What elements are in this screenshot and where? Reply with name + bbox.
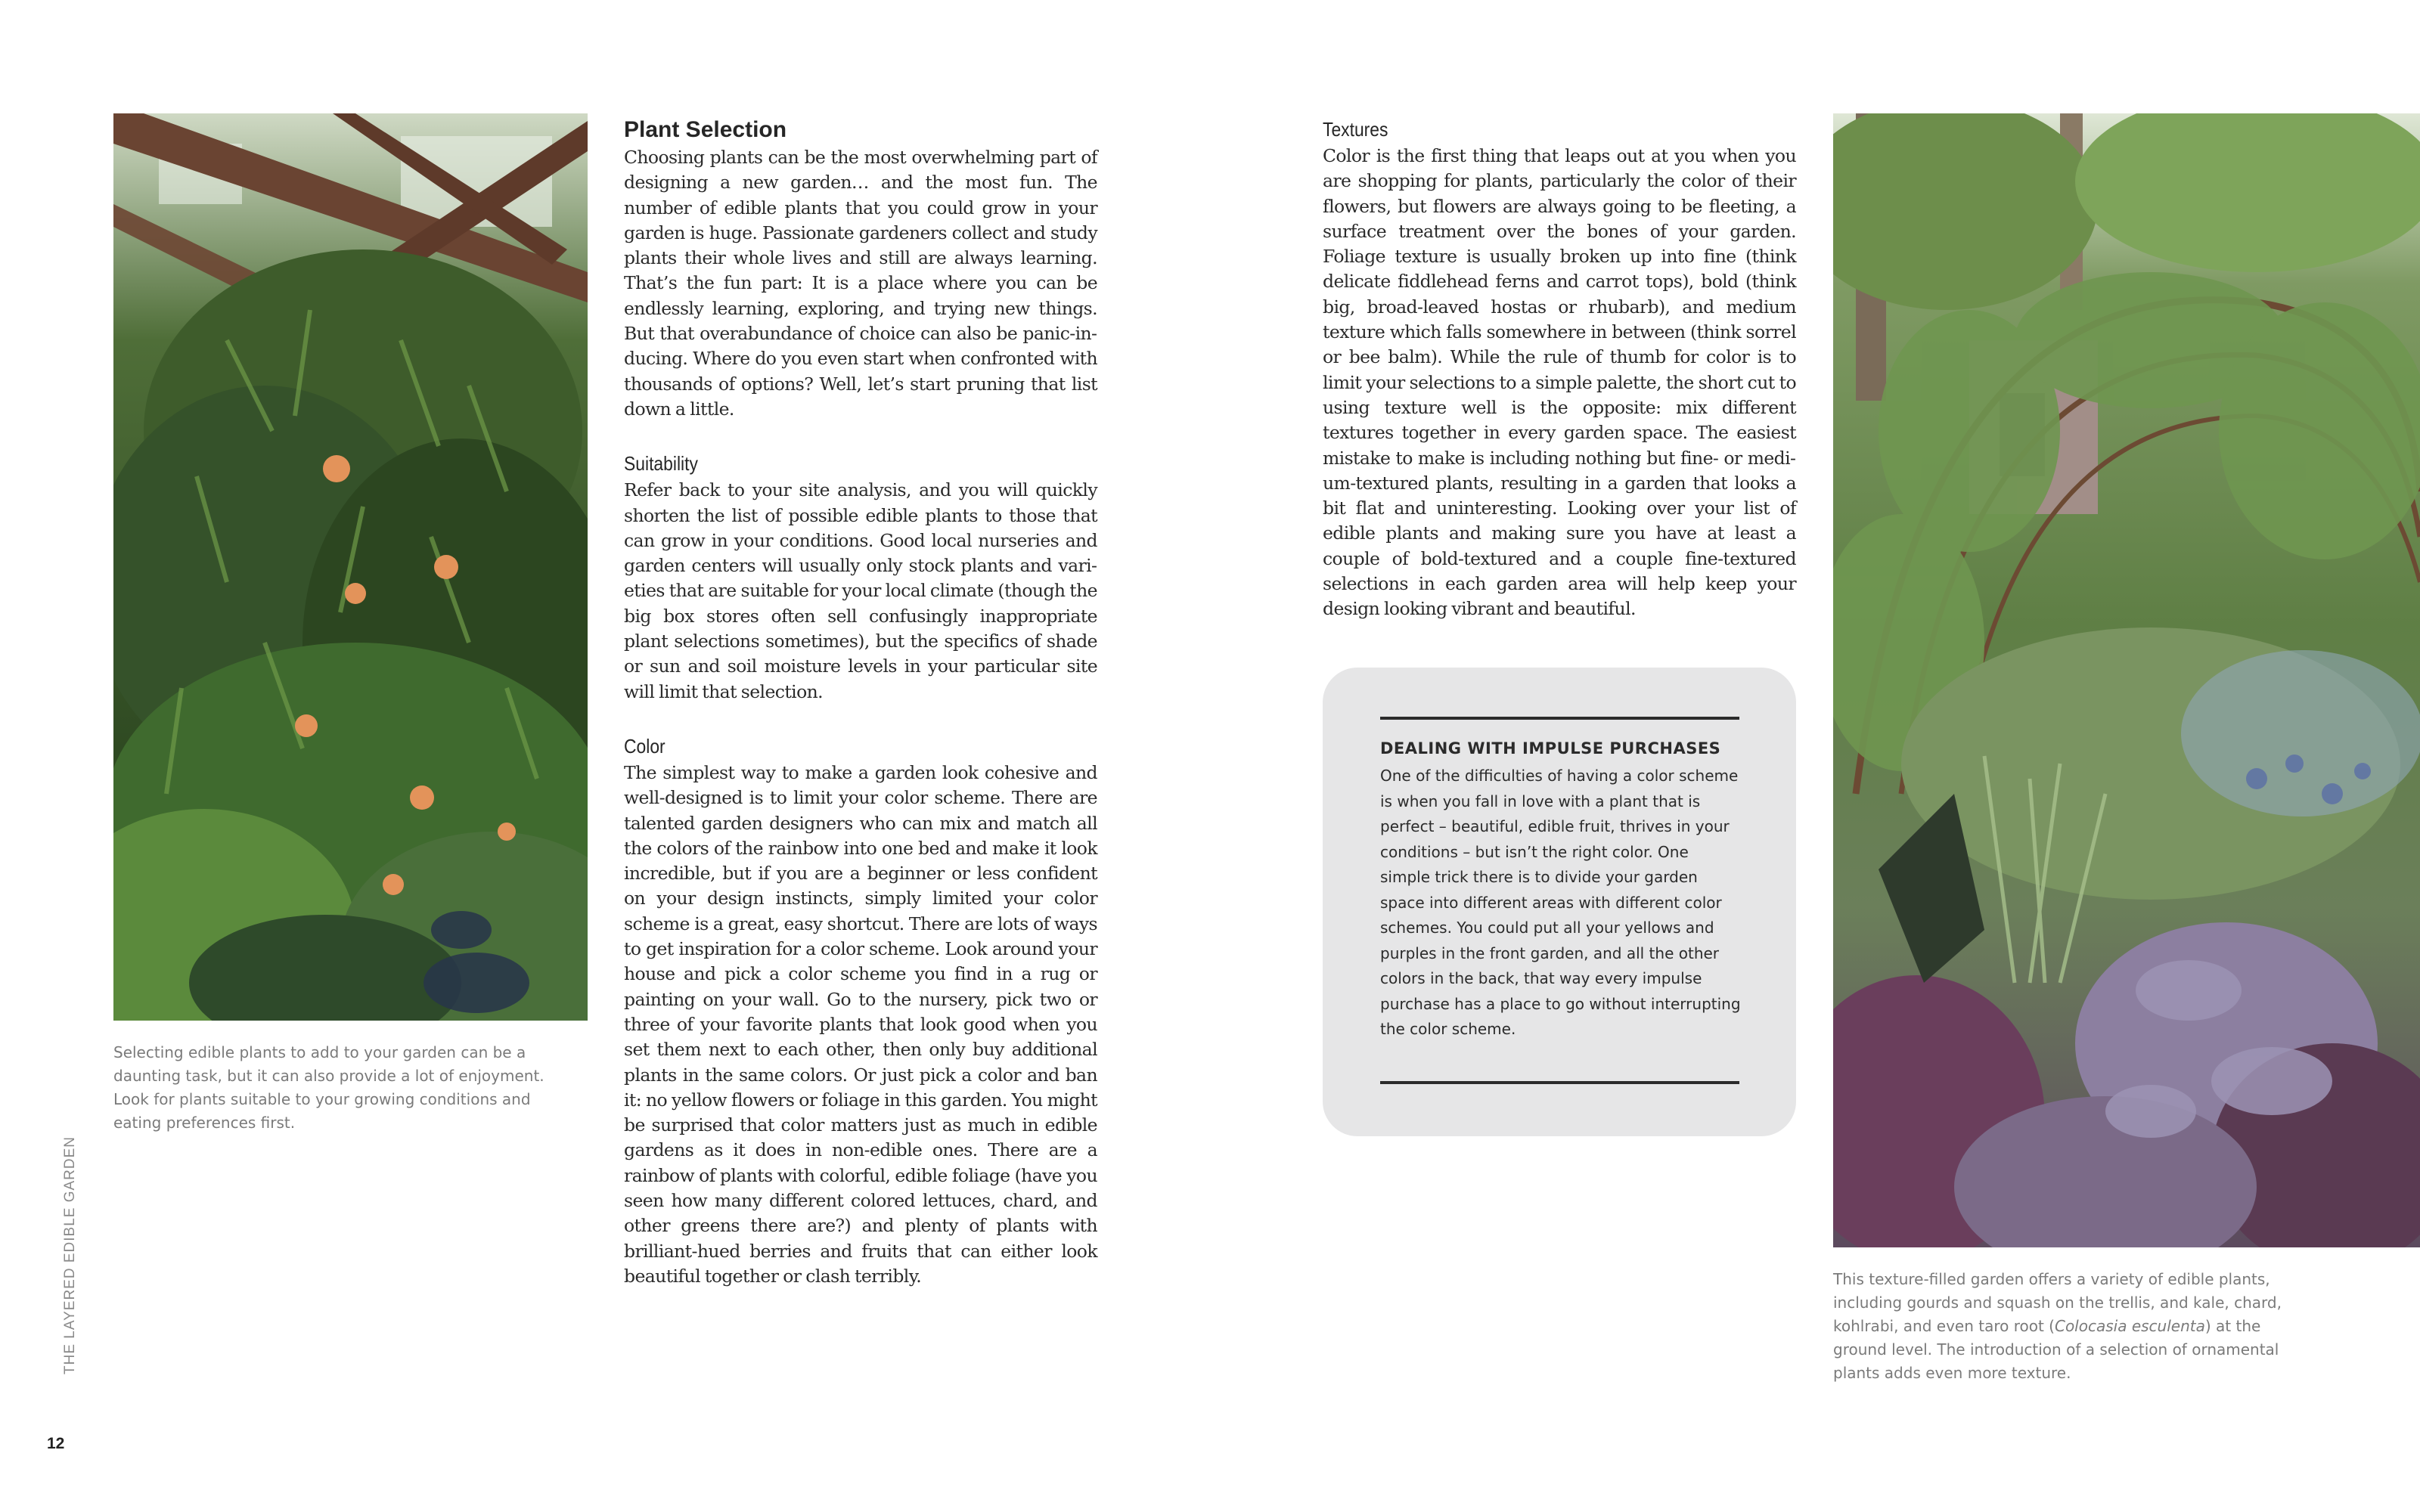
sidebar-top-rule (1380, 717, 1739, 720)
left-photo-caption: Selecting edible plants to add to your garden can be a daunting task, but it can also provide a lot of enjoyment. Look for plants suitable to your growing conditions and eating preferences first. (113, 1043, 544, 1132)
sidebar-title: DEALING WITH IMPULSE PURCHASES (1380, 739, 1721, 758)
suitability-text: Refer back to your site analysis, and you will quickly shorten the list of possible edible plants to those that can grow in your conditions. Good local nurseries and garden centers will usually only stock plants and varieties that are suitable for your local climate (though the big box stores often sell confusingly inappropriate plant selections sometimes), but the specifics of shade or sun and soil moisture levels in your particular site will limit that selection. (624, 479, 1097, 702)
sidebar-bottom-rule (1380, 1081, 1739, 1084)
peach-tree-image (113, 113, 588, 1021)
textures-text: Color is the first thing that leaps out at you when you are shopping for plants, particularly the color of their flowers, but flowers are always going to be fleeting, a surface treatment over the bones of your garden. Foliage texture is usually broken up into fine (think delicate fiddlehead ferns and carrot tops), bold (think big, broad-leaved hostas or rhubarb), and medium texture which falls somewhere in between (think sorrel or bee balm). While the rule of thumb for color is to limit your selections to a simple palette, the short cut to using texture well is the opposite: mix different textures together in every garden space. The easiest mistake to make is including nothing but fine- or medium-textured plants, resulting in a garden that looks a bit flat and uninteresting. Looking over your list of edible plants and making sure you have at least a couple of bold-textured and a couple fine-textured selections in each garden area will help keep your design looking vibrant and beautiful. (1323, 145, 1796, 620)
page-number: 12 (47, 1435, 65, 1452)
suitability-heading: Suitability (624, 452, 698, 476)
right-photo-caption (1833, 1268, 2310, 1385)
impulse-purchases-sidebar (1323, 668, 1796, 1136)
right-caption-part-2: ) at the ground level. The introduction of a selection of ornamental plants adds even more texture. (1833, 1317, 2279, 1382)
color-heading: Color (624, 734, 666, 758)
plant-selection-heading: Plant Selection (624, 117, 787, 142)
color-text: The simplest way to make a garden look cohesive and well-designed is to limit your color scheme. There are talented garden designers who can mix and match all the colors of the rainbow into one bed and make it look incredible, but if you are a beginner or less confident on your design instincts, simply limited your color scheme is a great, easy shortcut. There are lots of ways to get inspiration for a color scheme. Look around your house and pick a color scheme you find in a rug or painting on your wall. Go to the nursery, pick two or three of your favorite plants that look good when you set them next to each other, then only buy additional plants in the same colors. Or just pick a color and ban it: no yellow flowers or foliage in this garden. You might be surprised that color matters just as much in edible gardens as it does in non-edible ones. There are a rainbow of plants with colorful, edible foliage (have you seen how many different colored lettuces, chard, and other greens there are?) and plenty of plants with brilliant-hued berries and fruits that can either look beautiful together or clash terribly. (624, 761, 1097, 1287)
sidebar-text: One of the difficulties of having a color scheme is when you fall in love with a plant that is perfect – beautiful, edible fruit, thrives in your conditions – but isn’t the right color. One simple trick there is to divide your garden space into different areas with different color schemes. You could put all your yellows and purples in the front garden, and all the other colors in the back, that way every impulse purchase has a place to go without interrupting the color scheme. (1380, 767, 1741, 1038)
right-caption-part-1: This texture-filled garden offers a variety of edible plants, including gourds and squash on the trellis, and kale, chard, kohlrabi, and even taro root ( (1833, 1270, 2282, 1335)
plant-selection-text: Choosing plants can be the most overwhelming part of designing a new garden… and the most fun. The number of edible plants that you could grow in your garden is huge. Passionate gardeners collect and study plants their whole lives and still are always learning. That’s the fun part: It is a place where you can be endlessly learning, exploring, and trying new things. But that overabundance of choice can also be panic-inducing. Where do you even start when confronted with thousands of options? Well, let’s start pruning that list down a little. (624, 147, 1097, 420)
texture-garden-image (1833, 113, 2420, 1247)
text-column-2 (1323, 116, 1796, 622)
peach-tree-photo (113, 113, 588, 1021)
textures-heading: Textures (1323, 118, 1388, 141)
running-head: THE LAYERED EDIBLE GARDEN (62, 1136, 78, 1374)
right-caption-species: Colocasia esculenta (2054, 1317, 2205, 1335)
texture-garden-photo (1833, 113, 2420, 1247)
text-column-1 (624, 116, 1097, 1289)
